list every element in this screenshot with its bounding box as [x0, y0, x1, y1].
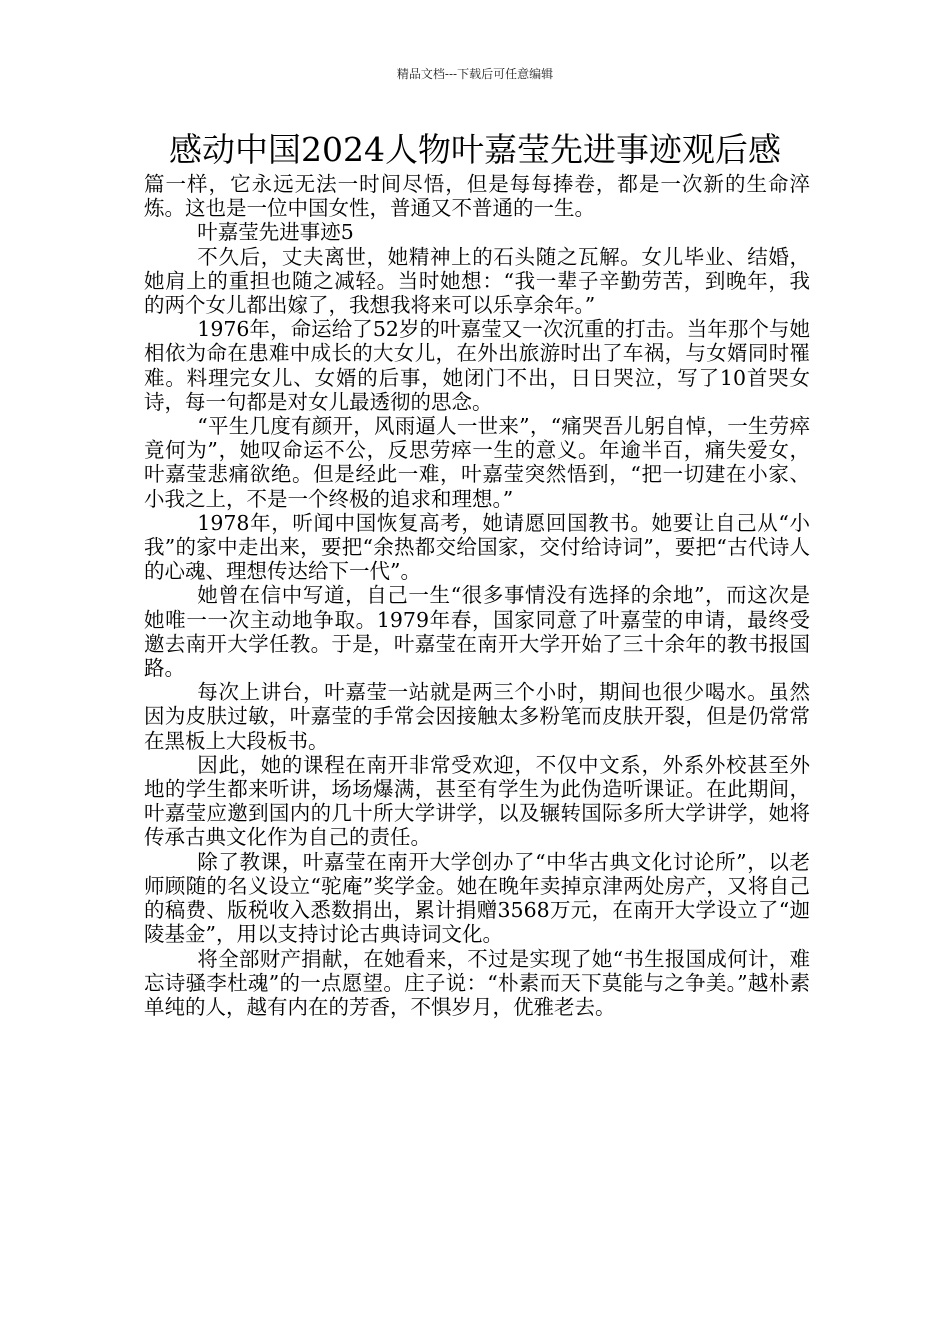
paragraph: 不久后，丈夫离世，她精神上的石头随之瓦解。女儿毕业、结婚，她肩上的重担也随之减轻。当时她想：“我一辈子辛勤劳苦，到晚年，我的两个女儿都出嫁了，我想我将来可以乐享余年。” — [144, 244, 810, 318]
document-body — [144, 172, 810, 1019]
section-heading: 叶嘉莹先进事迹5 — [197, 220, 354, 245]
paragraph: “平生几度有颜开，风雨逼人一世来”，“痛哭吾儿躬自悼，一生劳瘁竟何为”，她叹命运不公，反思劳瘁一生的意义。年逾半百，痛失爱女，叶嘉莹悲痛欲绝。但是经此一难，叶嘉莹突然悟到，“把一切建在小家、小我之上，不是一个终极的追求和理想。” — [144, 414, 810, 511]
paragraph: 因此，她的课程在南开非常受欢迎，不仅中文系，外系外校甚至外地的学生都来听讲，场场爆满，甚至有学生为此伪造听课证。在此期间，叶嘉莹应邀到国内的几十所大学讲学，以及辗转国际多所大学讲学，她将传承古典文化作为自己的责任。 — [144, 752, 810, 850]
header-note: 精品文档---下载后可任意编辑 — [396, 67, 554, 81]
paragraph: 1976年，命运给了52岁的叶嘉莹又一次沉重的打击。当年那个与她相依为命在患难中成长的大女儿，在外出旅游时出了车祸，与女婿同时罹难。料理完女儿、女婿的后事，她闭门不出，日日哭泣，写了10首哭女诗，每一句都是对女儿最透彻的思念。 — [144, 317, 810, 414]
paragraph: 每次上讲台，叶嘉莹一站就是两三个小时，期间也很少喝水。虽然因为皮肤过敏，叶嘉莹的手常会因接触太多粉笔而皮肤开裂，但是仍常常在黑板上大段板书。 — [144, 680, 810, 753]
paragraph: 除了教课，叶嘉莹在南开大学创办了“中华古典文化讨论所”，以老师顾随的名义设立“驼庵”奖学金。她在晚年卖掉京津两处房产，又将自己的稿费、版税收入悉数捐出，累计捐赠3568万元，在南开大学设立了“迦陵基金”，用以支持讨论古典诗词文化。 — [144, 849, 810, 947]
paragraph: 她曾在信中写道，自己一生“很多事情没有选择的余地”，而这次是她唯一一次主动地争取。1979年春，国家同意了叶嘉莹的申请，最终受邀去南开大学任教。于是，叶嘉莹在南开大学开始了三十余年的教书报国路。 — [144, 583, 810, 681]
paragraph: 1978年，听闻中国恢复高考，她请愿回国教书。她要让自己从“小我”的家中走出来，要把“余热都交给国家，交付给诗词”，要把“古代诗人的心魂、理想传达给下一代”。 — [144, 510, 810, 584]
paragraph: 将全部财产捐献，在她看来，不过是实现了她“书生报国成何计，难忘诗骚李杜魂”的一点愿望。庄子说：“朴素而天下莫能与之争美。”越朴素单纯的人，越有内在的芳香，不惧岁月，优雅老去。 — [144, 946, 810, 1019]
document-title: 感动中国2024人物叶嘉莹先进事迹观后感 — [169, 130, 781, 169]
paragraph-continued: 篇一样，它永远无法一时间尽悟，但是每每捧卷，都是一次新的生命淬炼。这也是一位中国女性，普通又不普通的一生。 — [144, 172, 810, 221]
